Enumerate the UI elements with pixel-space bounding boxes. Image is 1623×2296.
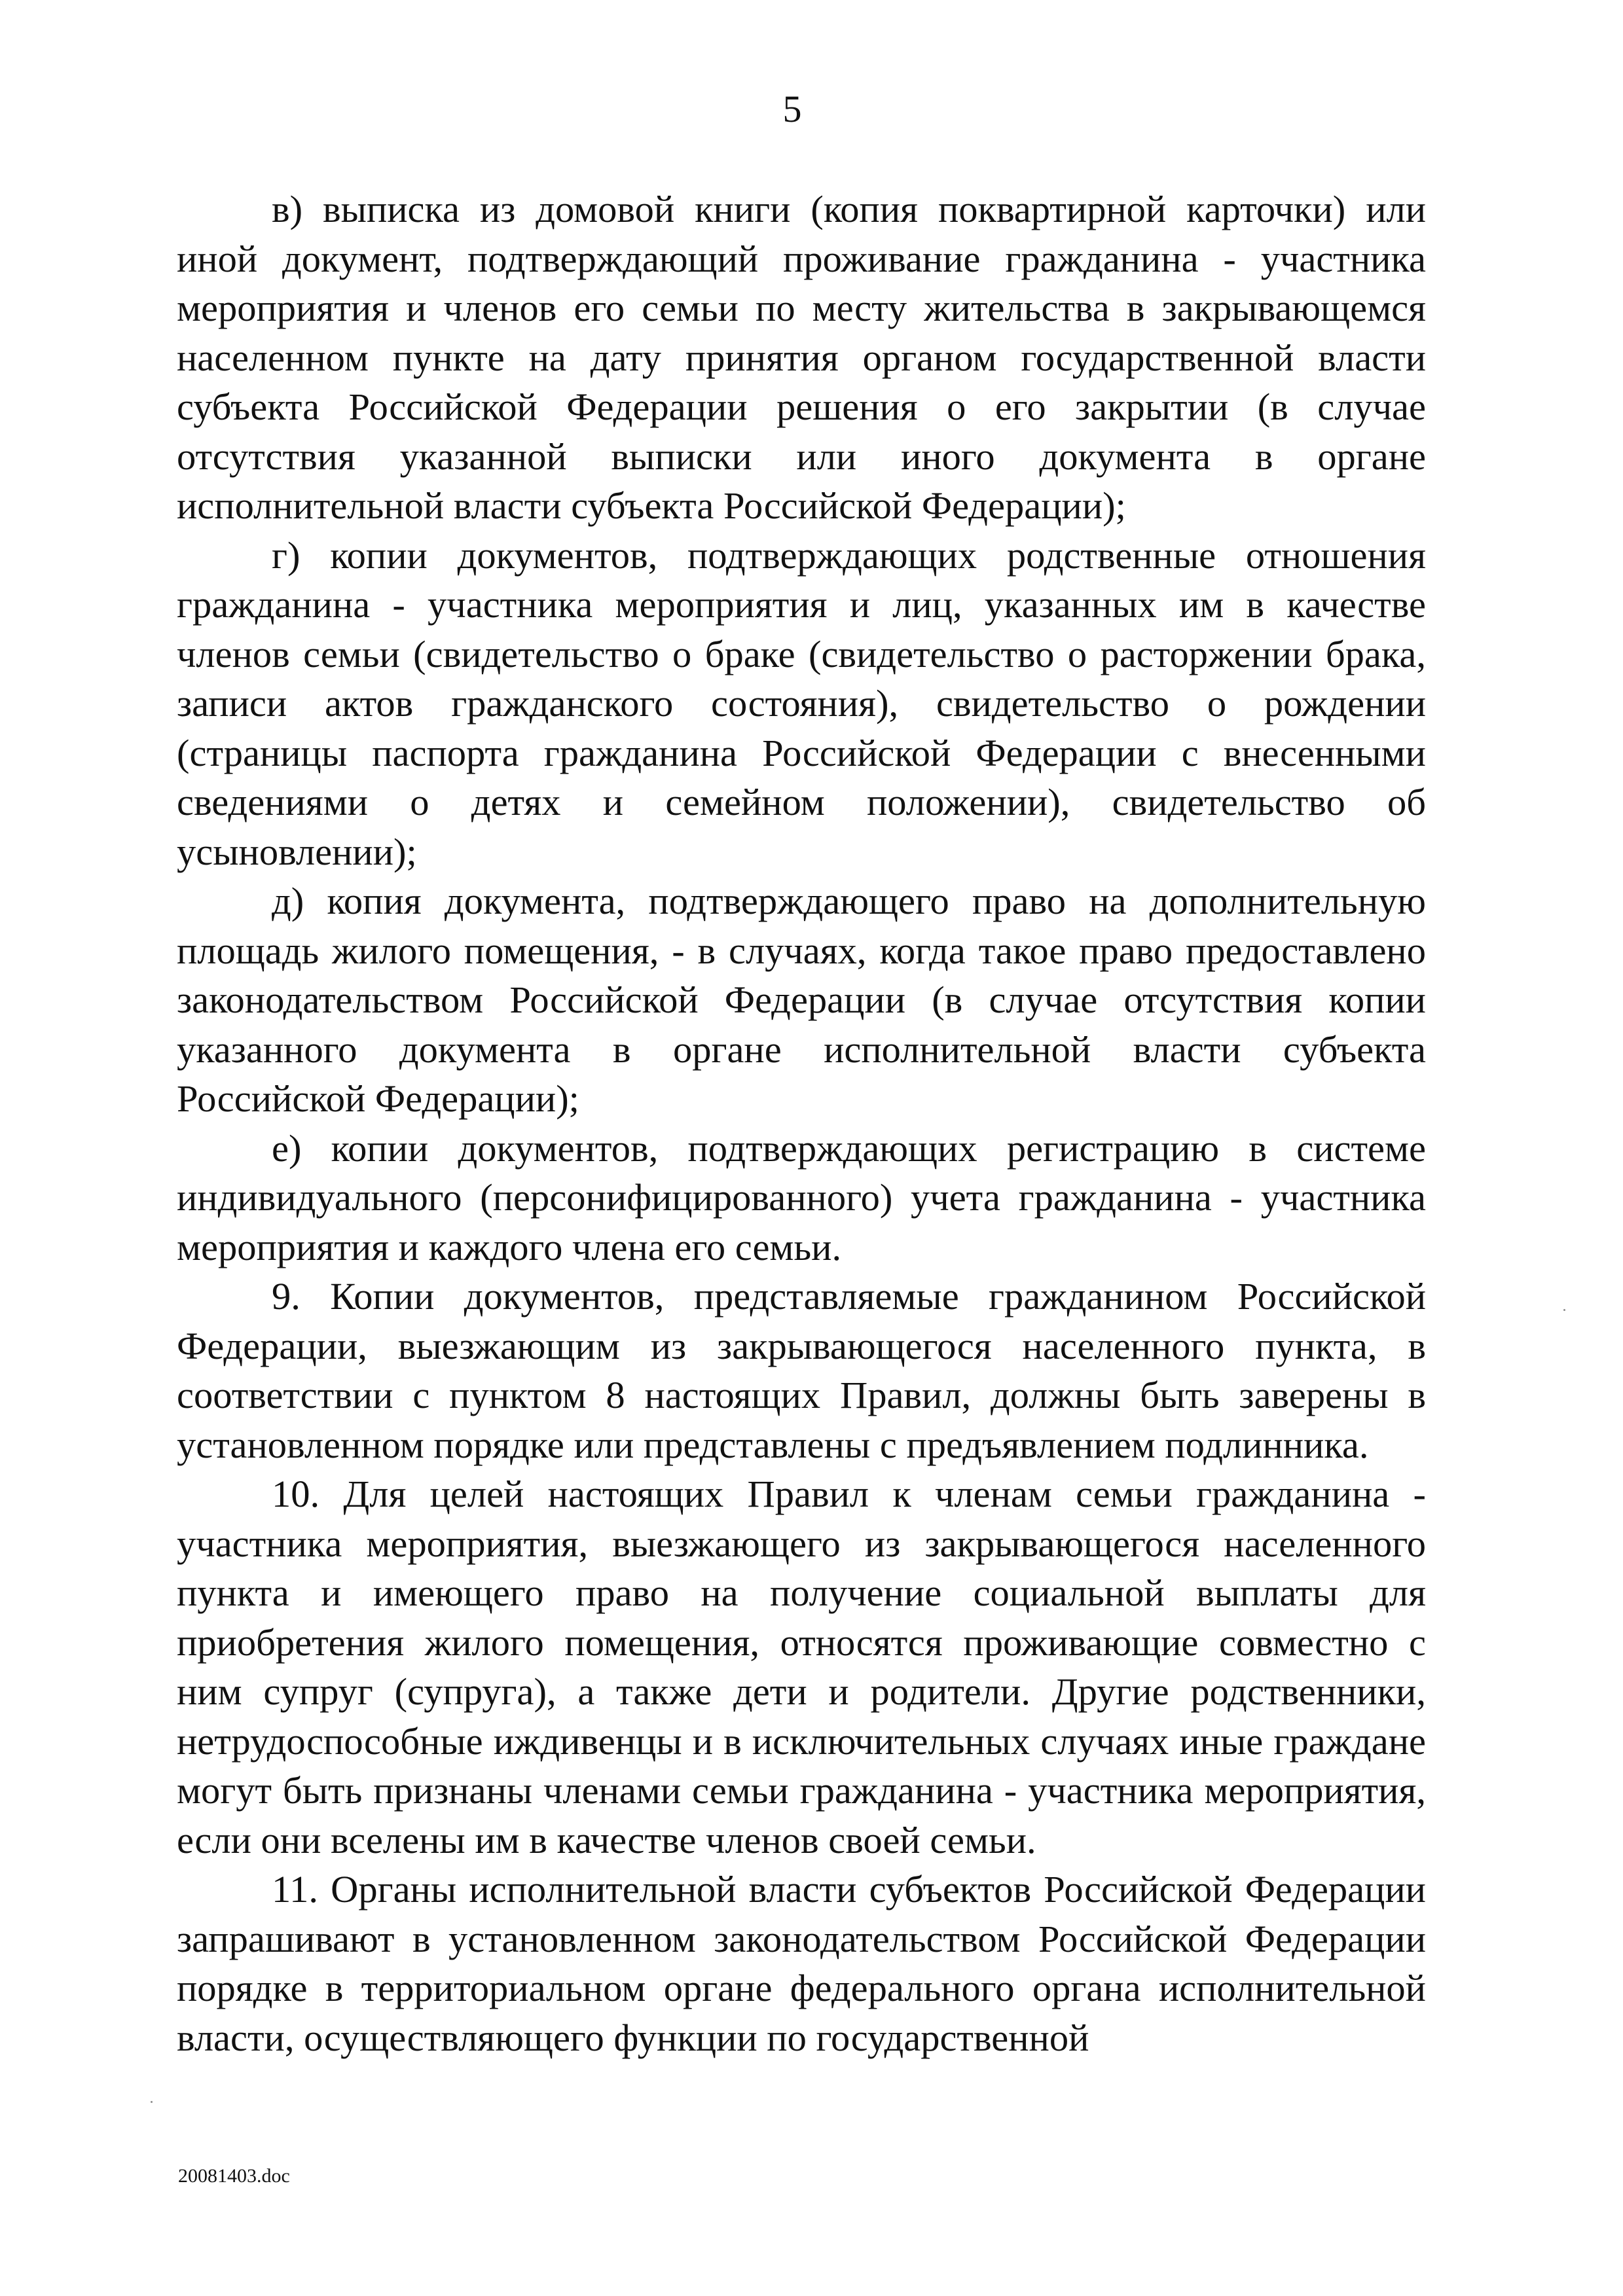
scan-speck (151, 2101, 153, 2103)
paragraph-10: 10. Для целей настоящих Правил к членам семьи гражданина - участника мероприятия, выезжающего из закрывающегося населенного пункта и имеющего право на получение социальной выплаты для приобретения жилого помещения, относятся проживающие совместно с ним супруг (супруга), а также дети и родители. Другие родственники, нетрудоспособные иждивенцы и в исключительных случаях иные граждане могут быть признаны членами семьи гражданина - участника мероприятия, если они вселены им в качестве членов своей семьи. (177, 1473, 1426, 1861)
paragraph-v: в) выписка из домовой книги (копия поквартирной карточки) или иной документ, подтверждающий проживание гражданина - участника мероприятия и членов его семьи по месту жительства в закрывающемся населенном пункте на дату принятия органом государственной власти субъекта Российской Федерации решения о его закрытии (в случае отсутствия указанной выписки или иного документа в органе исполнительной власти субъекта Российской Федерации); (177, 188, 1426, 527)
scan-speck (1563, 1309, 1565, 1311)
paragraph-11: 11. Органы исполнительной власти субъектов Российской Федерации запрашивают в установленном законодательством Российской Федерации порядке в территориальном органе федерального органа исполнительной власти, осуществляющего функции по государственной (177, 1868, 1426, 2059)
paragraph-d: д) копия документа, подтверждающего право на дополнительную площадь жилого помещения, - в случаях, когда такое право предоставлено законодательством Российской Федерации (в случае отсутствия копии указанного документа в органе исполнительной власти субъекта Российской Федерации); (177, 880, 1426, 1120)
paragraph-g: г) копии документов, подтверждающих родственные отношения гражданина - участника мероприятия и лиц, указанных им в качестве членов семьи (свидетельство о браке (свидетельство о расторжении брака, записи актов гражданского состояния), свидетельство о рождении (страницы паспорта гражданина Российской Федерации с внесенными сведениями о детях и семейном положении), свидетельство об усыновлении); (177, 533, 1426, 873)
page-number: 5 (782, 88, 802, 130)
paragraph-9: 9. Копии документов, представляемые гражданином Российской Федерации, выезжающим из закрывающегося населенного пункта, в соответствии с пунктом 8 настоящих Правил, должны быть заверены в установленном порядке или представлены с предъявлением подлинника. (177, 1275, 1426, 1466)
paragraph-e: е) копии документов, подтверждающих регистрацию в системе индивидуального (персонифицированного) учета гражданина - участника мероприятия и каждого члена его семьи. (177, 1126, 1426, 1268)
document-body (177, 185, 1426, 2062)
footer-filename: 20081403.doc (178, 2165, 290, 2187)
